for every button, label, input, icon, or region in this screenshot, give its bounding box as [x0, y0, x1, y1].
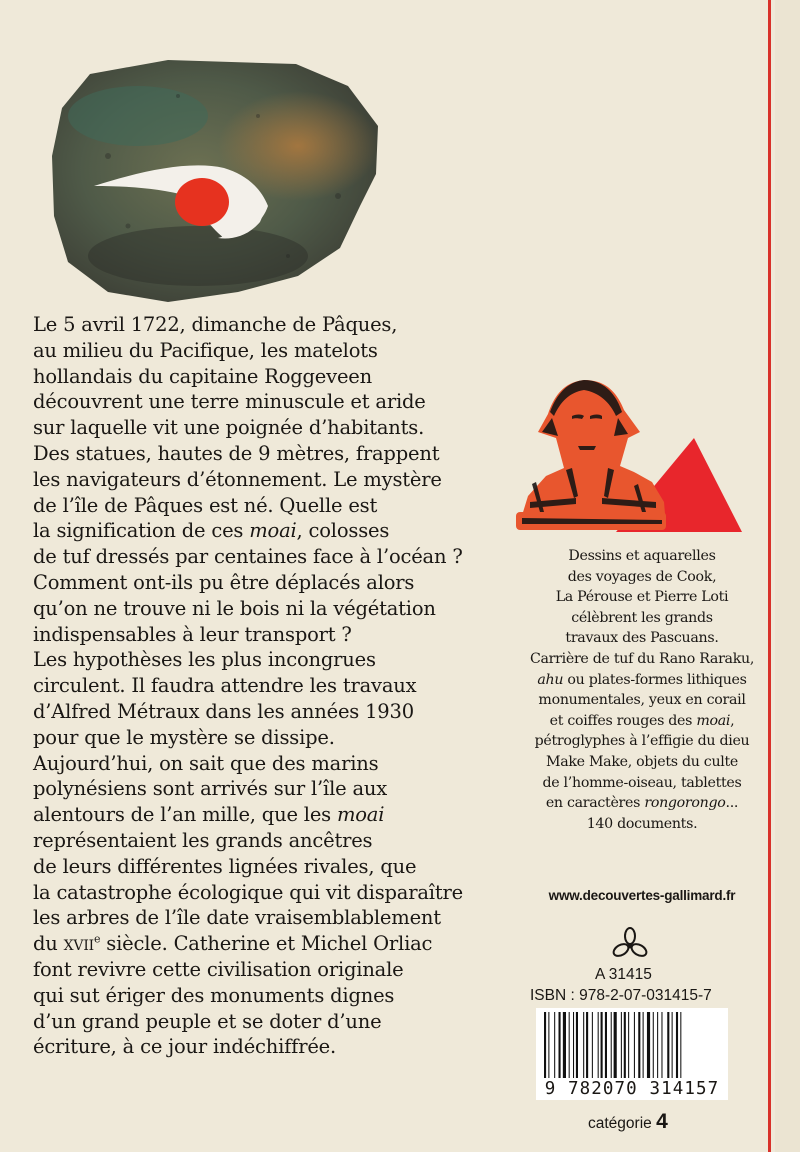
barcode-bars [544, 1012, 720, 1078]
eye-carving-illustration [48, 56, 388, 306]
caption-line [513, 711, 771, 732]
main-text-line: de l’île de Pâques est né. Quelle est [33, 493, 378, 517]
main-text-line: circulent. Il faudra attendre les travaux [33, 674, 417, 698]
main-text-line: hollandais du capitaine Roggeveen [33, 364, 372, 388]
caption-line: Dessins et aquarelles [568, 548, 716, 564]
main-text-line: d’Alfred Métraux dans les années 1930 [33, 699, 414, 723]
category-text: catégorie [588, 1115, 652, 1132]
main-text-line: la catastrophe écologique qui vit disparaître [33, 880, 463, 904]
publisher-website[interactable]: www.decouvertes-gallimard.fr [548, 888, 736, 903]
text-run: en caractères [545, 795, 645, 812]
main-text-line: écriture, à ce jour indéchiffrée. [33, 1035, 336, 1059]
main-text-line: indispensables à leur transport ? [33, 622, 352, 646]
caption-line: de l’homme-oiseau, tablettes [542, 774, 742, 791]
caption-line: monumentales, yeux en corail [538, 692, 746, 709]
text-run: alentours de l’an mille, que les [33, 803, 337, 827]
main-text-line: pour que le mystère se dissipe. [33, 725, 335, 749]
isbn-number: ISBN : 978-2-07-031415-7 [530, 987, 712, 1004]
text-run: , colosses [296, 519, 390, 543]
main-text-line: Aujourd’hui, on sait que des marins [33, 751, 379, 775]
barcode [536, 1008, 728, 1100]
main-text-line: sur laquelle vit une poignée d’habitants. [33, 416, 425, 440]
caption-line: pétroglyphes à l’effigie du dieu [534, 733, 750, 750]
publisher-logo-icon [610, 926, 650, 962]
italic-term: moai [696, 712, 731, 729]
main-text-line: font revivre cette civilisation originale [33, 957, 404, 981]
text-run: ou plates-formes lithiques [563, 671, 747, 688]
main-text-line: au milieu du Pacifique, les matelots [33, 338, 378, 362]
caption-line [513, 670, 771, 691]
main-text-line [33, 802, 473, 828]
caption-line: des voyages de Cook, [567, 568, 717, 585]
main-text-line: d’un grand peuple et se doter d’une [33, 1009, 382, 1033]
caption-line: travaux des Pascuans. [565, 630, 719, 647]
main-text-line: qui sut ériger des monuments dignes [33, 983, 395, 1007]
italic-term: moai [249, 519, 297, 543]
main-text-line: Comment ont-ils pu être déplacés alors [33, 570, 415, 594]
text-run: du [33, 932, 64, 956]
main-text-line [33, 931, 473, 957]
caption-line: Carrière de tuf du Rano Raraku, [529, 650, 755, 667]
text-run: siècle. Catherine et Michel Orliac [100, 932, 433, 956]
barcode-digits: 9 782070 314157 [544, 1079, 720, 1099]
sphinx-illustration [516, 372, 742, 534]
cover-edge [775, 0, 800, 1152]
main-text-line: représentaient les grands ancêtres [33, 828, 373, 852]
main-text-line: Des statues, hautes de 9 mètres, frappent [33, 441, 440, 465]
main-text-line: de tuf dressés par centaines face à l’océan ? [33, 545, 463, 569]
category-number: 4 [656, 1110, 668, 1133]
italic-term: rongorongo [644, 795, 726, 812]
main-text-line: les navigateurs d’étonnement. Le mystère [33, 467, 442, 491]
text-run: ... [725, 795, 739, 812]
italic-term: ahu [537, 671, 564, 688]
caption-line: 140 documents. [586, 815, 698, 832]
category-label [588, 1110, 668, 1134]
italic-term: moai [336, 803, 385, 827]
main-text-line: découvrent une terre minuscule et aride [33, 390, 426, 414]
main-text-line: qu’on ne trouve ni le bois ni la végétation [33, 596, 436, 620]
century-numeral: xvii [63, 932, 94, 956]
caption-line: célèbrent les grands [571, 609, 713, 626]
illustrations-caption [513, 546, 771, 834]
text-run: la signification de ces [33, 519, 250, 543]
caption-line: Make Make, objets du culte [545, 753, 739, 770]
main-text-line: Le 5 avril 1722, dimanche de Pâques, [33, 313, 398, 336]
main-text-line: Les hypothèses les plus incongrues [33, 648, 376, 672]
main-text-line [33, 518, 473, 544]
caption-line [513, 793, 771, 814]
main-description [33, 312, 473, 1060]
main-text-line: les arbres de l’île date vraisemblablement [33, 906, 441, 930]
catalog-code: A 31415 [595, 966, 652, 983]
text-run: , [730, 712, 735, 729]
caption-line: La Pérouse et Pierre Loti [555, 589, 729, 606]
text-run: et coiffes rouges des [549, 712, 697, 729]
main-text-line: de leurs différentes lignées rivales, que [33, 854, 417, 878]
ordinal-suffix: e [93, 932, 101, 946]
main-text-line: polynésiens sont arrivés sur l’île aux [33, 777, 388, 801]
